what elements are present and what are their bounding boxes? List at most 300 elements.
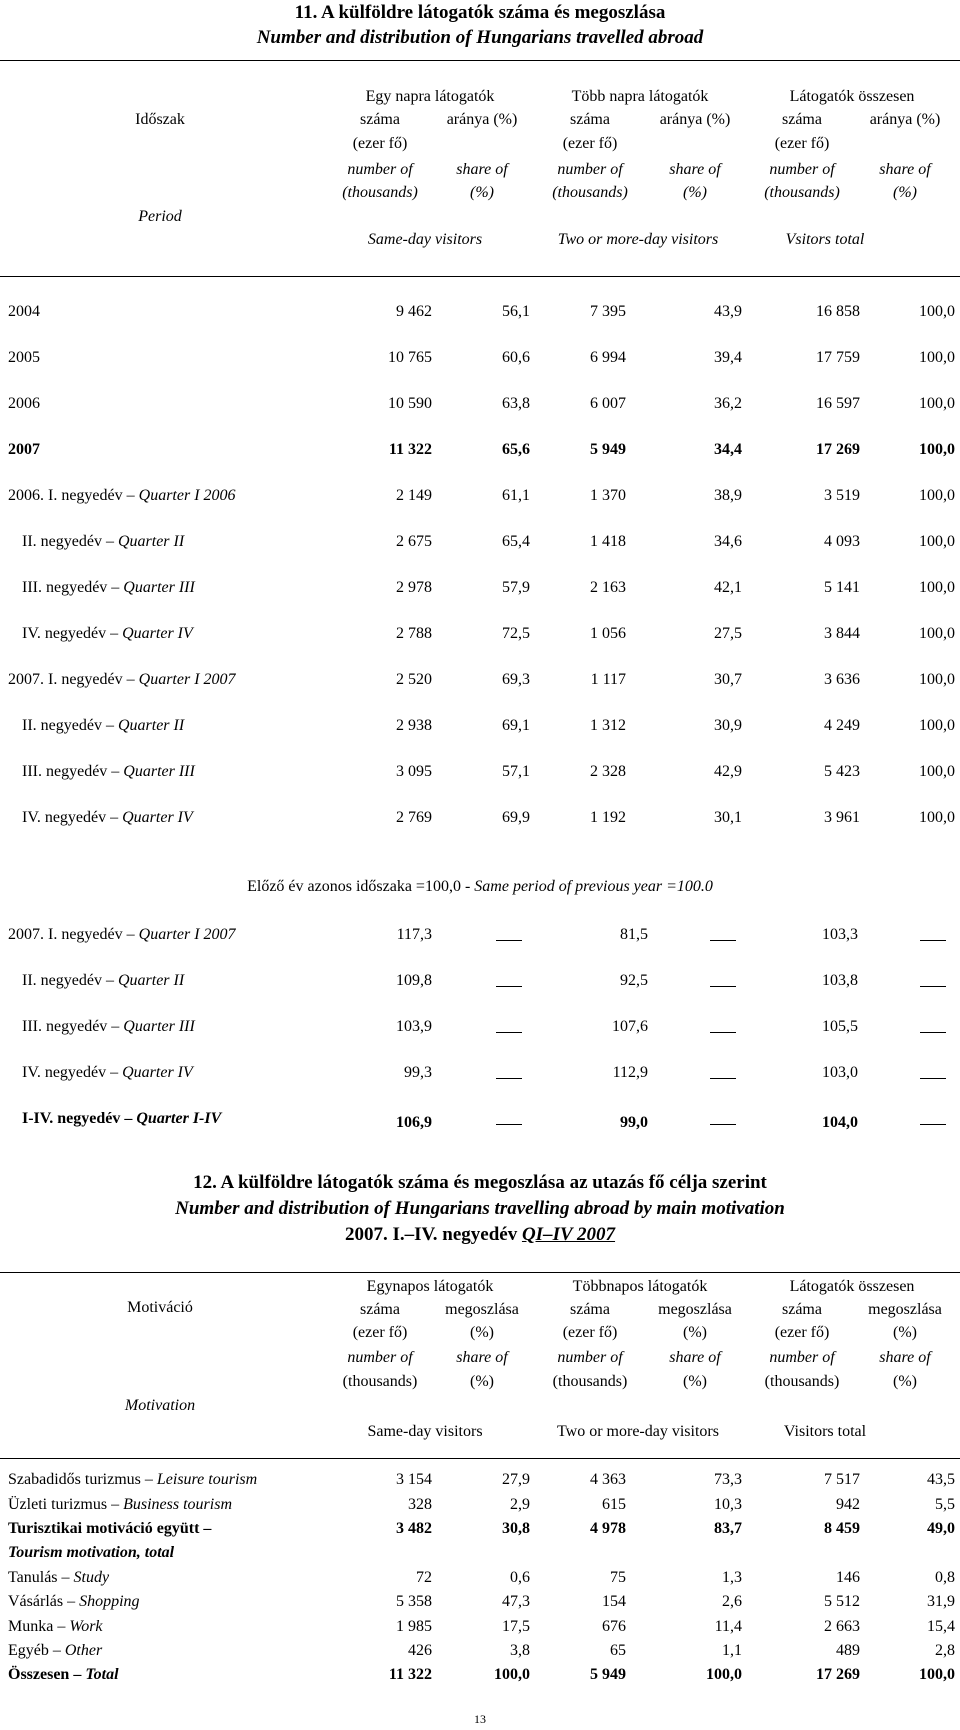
index-cell: 99,3 [404, 1064, 432, 1081]
motivation-label-hu: Összesen – [8, 1666, 86, 1683]
motivation-label-en: Shopping [79, 1593, 140, 1610]
table-cell: 61,1 [502, 487, 530, 504]
motivation-label-hu: Munka – [8, 1618, 70, 1635]
table-cell: 3,8 [510, 1642, 530, 1659]
table-cell: 34,4 [714, 441, 742, 458]
table-cell: 11,4 [714, 1618, 742, 1635]
label-dash: – [107, 763, 124, 780]
t12-col-share-hu: megoszlása [658, 1301, 732, 1318]
group-header-multi-day-en: Two or more-day visitors [557, 231, 719, 248]
row-label-hu: III. negyedév [22, 1018, 108, 1035]
table-cell: 146 [836, 1569, 860, 1586]
col-number-en: number of [347, 161, 413, 178]
motivation-label-en: Business tourism [123, 1496, 232, 1513]
table-cell: 4 363 [590, 1471, 626, 1488]
table-cell: 3 482 [396, 1520, 432, 1537]
t12-col-number-en: number of [769, 1349, 835, 1366]
index-cell: 81,5 [620, 926, 648, 943]
group-header-same-day-en: Same-day visitors [367, 231, 483, 248]
table12-header-rule [0, 1458, 960, 1459]
table-cell: 10 590 [388, 395, 432, 412]
row-label-hu: II. negyedév [22, 533, 102, 550]
table-cell: 942 [836, 1496, 860, 1513]
table-cell: 30,9 [714, 717, 742, 734]
table-cell: 2 520 [396, 671, 432, 688]
index-cell: 99,0 [620, 1114, 648, 1131]
previous-year-note [0, 877, 960, 897]
motivation-label-hu: Szabadidős turizmus – [8, 1471, 157, 1488]
table-cell: 42,1 [714, 579, 742, 596]
t12-col-number-hu: száma [570, 1301, 610, 1318]
row-label-hu: 2006 [8, 395, 40, 412]
table-cell: 72,5 [502, 625, 530, 642]
table-cell: 7 395 [590, 303, 626, 320]
col-share-unit-en: (%) [683, 184, 707, 201]
col-number-hu: száma [570, 111, 610, 128]
index-cell: 107,6 [612, 1018, 648, 1035]
t12-group-total-hu: Látogatók összesen [789, 1278, 915, 1295]
motivation-label-hu: Egyéb – [8, 1642, 65, 1659]
table-cell: 100,0 [919, 533, 955, 550]
table11-top-rule [0, 60, 960, 61]
row-label-hu: IV. negyedév [22, 809, 107, 826]
table-cell: 69,1 [502, 717, 530, 734]
motivation-label [8, 1641, 102, 1661]
table-cell: 489 [836, 1642, 860, 1659]
table-cell: 17,5 [502, 1618, 530, 1635]
row-label-en: Quarter III [123, 1018, 195, 1035]
t12-col-number-hu: száma [782, 1301, 822, 1318]
table-cell: 100,0 [919, 717, 955, 734]
t12-col-number-unit-en: (thousands) [552, 1373, 628, 1390]
previous-year-note-hu: Előző év azonos időszaka =100,0 - [247, 878, 475, 895]
row-label [8, 302, 40, 322]
group-header-multi-day-hu: Több napra látogatók [571, 88, 709, 105]
motivation-label [8, 1592, 140, 1612]
table-cell: 27,9 [502, 1471, 530, 1488]
table-cell: 1 056 [590, 625, 626, 642]
group-header-total-hu: Látogatók összesen [789, 88, 915, 105]
table-cell: 15,4 [927, 1618, 955, 1635]
table12-subtitle-hu: 2007. I.–IV. negyedév [344, 1224, 518, 1245]
t12-col-number-unit-en: (thousands) [342, 1373, 418, 1390]
table-cell: 47,3 [502, 1593, 530, 1610]
table-cell: 75 [610, 1569, 626, 1586]
t12-col-share-en: share of [669, 1349, 721, 1366]
not-applicable-dash [710, 1078, 736, 1079]
motivation-label [8, 1568, 109, 1588]
table-cell: 5 949 [590, 1666, 626, 1683]
t12-group-total-en: Visitors total [783, 1423, 867, 1440]
row-label [22, 971, 184, 991]
motivation-label-en: Other [64, 1642, 103, 1659]
row-label [8, 440, 40, 460]
label-dash: – [122, 487, 139, 504]
table-cell: 328 [408, 1496, 432, 1513]
table-cell: 10 765 [388, 349, 432, 366]
table-cell: 16 597 [816, 395, 860, 412]
table12-subtitle-en: QI–IV 2007 [521, 1224, 616, 1245]
group-header-same-day-hu: Egy napra látogatók [365, 88, 495, 105]
table-cell: 2 163 [590, 579, 626, 596]
table-cell: 100,0 [919, 349, 955, 366]
label-dash: – [101, 533, 118, 550]
table-cell: 6 007 [590, 395, 626, 412]
table-cell: 8 459 [824, 1520, 860, 1537]
motivation-label-en: Work [69, 1618, 103, 1635]
row-label-en: Quarter IV [122, 809, 193, 826]
table-cell: 1 985 [396, 1618, 432, 1635]
col-number-unit-en: (thousands) [552, 184, 628, 201]
col-number-en: number of [769, 161, 835, 178]
table-cell: 4 978 [590, 1520, 626, 1537]
motivation-label [8, 1495, 232, 1515]
table-cell: 17 269 [816, 1666, 860, 1683]
table12-top-rule [0, 1272, 960, 1273]
table-cell: 3 154 [396, 1471, 432, 1488]
motivation-label-hu: Turisztikai motiváció együtt – [8, 1520, 212, 1537]
label-dash: – [106, 809, 123, 826]
table-cell: 30,7 [714, 671, 742, 688]
row-label-en: Quarter II [117, 533, 185, 550]
row-label [8, 394, 40, 414]
t12-col-share-hu: megoszlása [868, 1301, 942, 1318]
table-cell: 2 788 [396, 625, 432, 642]
not-applicable-dash [710, 1032, 736, 1033]
table-cell: 43,9 [714, 303, 742, 320]
table-cell: 27,5 [714, 625, 742, 642]
table-cell: 3 636 [824, 671, 860, 688]
col-number-hu: száma [360, 111, 400, 128]
col-share-hu: aránya (%) [446, 111, 518, 128]
motivation-label [8, 1665, 119, 1685]
table-cell: 676 [602, 1618, 626, 1635]
table-cell: 1,1 [722, 1642, 742, 1659]
not-applicable-dash [920, 940, 946, 941]
table11-title-en: Number and distribution of Hungarians travelled abroad [256, 27, 704, 48]
not-applicable-dash [920, 1124, 946, 1125]
table-cell: 65,4 [502, 533, 530, 550]
table-cell: 65 [610, 1642, 626, 1659]
table-cell: 5 949 [590, 441, 626, 458]
index-cell: 109,8 [396, 972, 432, 989]
label-dash: – [122, 671, 139, 688]
col-share-en: share of [879, 161, 931, 178]
row-label-en: Quarter I 2007 [138, 926, 236, 943]
table-cell: 3 844 [824, 625, 860, 642]
not-applicable-dash [496, 1124, 522, 1125]
label-dash: – [106, 1064, 123, 1081]
not-applicable-dash [920, 1032, 946, 1033]
table-cell: 2,8 [935, 1642, 955, 1659]
motivation-label [8, 1519, 211, 1539]
row-label-en: Quarter II [117, 717, 185, 734]
table-cell: 69,9 [502, 809, 530, 826]
motivation-label [8, 1470, 257, 1490]
table-cell: 57,9 [502, 579, 530, 596]
table-cell: 2 978 [396, 579, 432, 596]
table-cell: 1 370 [590, 487, 626, 504]
col-number-unit-en: (thousands) [764, 184, 840, 201]
table-cell: 3 095 [396, 763, 432, 780]
row-label-hu: II. negyedév [22, 717, 102, 734]
not-applicable-dash [920, 1078, 946, 1079]
motivation-label-en: Tourism motivation, total [8, 1544, 175, 1561]
t12-col-share-unit-hu: (%) [470, 1324, 494, 1341]
table-cell: 100,0 [919, 579, 955, 596]
table-cell: 30,8 [502, 1520, 530, 1537]
table-cell: 5,5 [935, 1496, 955, 1513]
index-cell: 104,0 [822, 1114, 858, 1131]
row-label-hu: III. negyedév [22, 763, 108, 780]
table-cell: 2 663 [824, 1618, 860, 1635]
row-label-hu: 2005 [8, 349, 40, 366]
col-number-unit-hu: (ezer fő) [562, 135, 618, 152]
table-cell: 154 [602, 1593, 626, 1610]
t12-col-share-en: share of [879, 1349, 931, 1366]
table-cell: 56,1 [502, 303, 530, 320]
row-label-en: Quarter I 2007 [138, 671, 236, 688]
table-cell: 42,9 [714, 763, 742, 780]
table-cell: 100,0 [919, 625, 955, 642]
row-label-en: Quarter III [123, 763, 195, 780]
table-cell: 100,0 [919, 763, 955, 780]
row-label [8, 486, 236, 506]
table-cell: 2,9 [510, 1496, 530, 1513]
table-cell: 100,0 [919, 671, 955, 688]
t12-group-same-day-en: Same-day visitors [367, 1423, 483, 1440]
t12-col-number-unit-en: (thousands) [764, 1373, 840, 1390]
table11-header-rule [0, 276, 960, 277]
not-applicable-dash [496, 940, 522, 941]
not-applicable-dash [710, 1124, 736, 1125]
table12-title-hu: 12. A külföldre látogatók száma és megoszlása az utazás fő célja szerint [193, 1172, 767, 1193]
index-cell: 103,8 [822, 972, 858, 989]
t12-group-multi-day-hu: Többnapos látogatók [572, 1278, 708, 1295]
col-number-hu: száma [782, 111, 822, 128]
index-cell: 117,3 [396, 926, 432, 943]
table-cell: 100,0 [919, 809, 955, 826]
row-label-hu: IV. negyedév [22, 1064, 107, 1081]
not-applicable-dash [710, 986, 736, 987]
table-cell: 100,0 [706, 1666, 742, 1683]
table-cell: 3 961 [824, 809, 860, 826]
table-cell: 9 462 [396, 303, 432, 320]
col-share-en: share of [669, 161, 721, 178]
not-applicable-dash [710, 940, 736, 941]
row-label [22, 1017, 195, 1037]
table-cell: 2 149 [396, 487, 432, 504]
table-cell: 100,0 [919, 395, 955, 412]
label-dash: – [101, 717, 118, 734]
table-cell: 17 759 [816, 349, 860, 366]
col-share-unit-en: (%) [893, 184, 917, 201]
row-label-hu: II. negyedév [22, 972, 102, 989]
col-number-en: number of [557, 161, 623, 178]
table-cell: 10,3 [714, 1496, 742, 1513]
table-cell: 5 358 [396, 1593, 432, 1610]
motivation-label-en: Total [85, 1666, 119, 1683]
index-cell: 112,9 [612, 1064, 648, 1081]
t12-group-same-day-hu: Egynapos látogatók [366, 1278, 494, 1295]
table-cell: 1 192 [590, 809, 626, 826]
col-number-unit-hu: (ezer fő) [352, 135, 408, 152]
row-label [22, 1063, 193, 1083]
motivation-label-hu: Vásárlás – [8, 1593, 80, 1610]
table-cell: 426 [408, 1642, 432, 1659]
table-cell: 100,0 [494, 1666, 530, 1683]
table-cell: 2 769 [396, 809, 432, 826]
index-cell: 103,9 [396, 1018, 432, 1035]
index-cell: 103,0 [822, 1064, 858, 1081]
t12-group-multi-day-en: Two or more-day visitors [557, 1423, 719, 1440]
table-cell: 0,6 [510, 1569, 530, 1586]
t12-col-number-en: number of [347, 1349, 413, 1366]
table-cell: 34,6 [714, 533, 742, 550]
row-label [22, 716, 184, 736]
row-label [8, 670, 236, 690]
table-cell: 63,8 [502, 395, 530, 412]
not-applicable-dash [496, 1032, 522, 1033]
index-cell: 103,3 [822, 926, 858, 943]
previous-year-note-en: Same period of previous year =100.0 [474, 878, 713, 895]
table11-title-hu: 11. A külföldre látogatók száma és megoszlása [294, 2, 666, 23]
t12-col-share-unit-en: (%) [470, 1373, 494, 1390]
motivation-label-en: Study [73, 1569, 110, 1586]
row-label-en: Quarter I-IV [136, 1110, 222, 1127]
table-cell: 100,0 [919, 487, 955, 504]
table-cell: 83,7 [714, 1520, 742, 1537]
table-cell: 0,8 [935, 1569, 955, 1586]
t12-col-share-unit-en: (%) [683, 1373, 707, 1390]
motivation-label [8, 1617, 103, 1637]
t12-col-share-unit-hu: (%) [683, 1324, 707, 1341]
table-cell: 57,1 [502, 763, 530, 780]
col-share-hu: aránya (%) [659, 111, 731, 128]
not-applicable-dash [920, 986, 946, 987]
table-cell: 100,0 [919, 441, 955, 458]
label-dash: – [122, 926, 139, 943]
t12-col-share-unit-hu: (%) [893, 1324, 917, 1341]
row-label-hu: III. negyedév [22, 579, 108, 596]
col-number-unit-hu: (ezer fő) [774, 135, 830, 152]
table-cell: 49,0 [927, 1520, 955, 1537]
group-header-total-en: Vsitors total [785, 231, 865, 248]
index-cell: 105,5 [822, 1018, 858, 1035]
table-cell: 6 994 [590, 349, 626, 366]
row-label [22, 808, 193, 828]
label-dash: – [120, 1110, 137, 1127]
col-share-hu: aránya (%) [869, 111, 941, 128]
table-cell: 5 512 [824, 1593, 860, 1610]
t12-col-number-unit-hu: (ezer fő) [562, 1324, 618, 1341]
table-cell: 3 519 [824, 487, 860, 504]
table-cell: 615 [602, 1496, 626, 1513]
row-label-hu: IV. negyedév [22, 625, 107, 642]
table-cell: 43,5 [927, 1471, 955, 1488]
table-cell: 60,6 [502, 349, 530, 366]
table-cell: 31,9 [927, 1593, 955, 1610]
label-dash: – [101, 972, 118, 989]
index-cell: 92,5 [620, 972, 648, 989]
row-label-hu: 2007 [8, 441, 40, 458]
period-header-en: Period [138, 208, 182, 225]
t12-col-number-hu: száma [360, 1301, 400, 1318]
table-cell: 5 141 [824, 579, 860, 596]
table-cell: 1 117 [590, 671, 626, 688]
row-label-hu: 2004 [8, 303, 40, 320]
col-share-unit-en: (%) [470, 184, 494, 201]
t12-col-share-hu: megoszlása [445, 1301, 519, 1318]
row-label-en: Quarter IV [122, 625, 193, 642]
page-number: 13 [474, 1712, 486, 1726]
row-label [8, 348, 40, 368]
table-cell: 73,3 [714, 1471, 742, 1488]
table-cell: 38,9 [714, 487, 742, 504]
table-cell: 7 517 [824, 1471, 860, 1488]
table-cell: 2,6 [722, 1593, 742, 1610]
label-dash: – [107, 579, 124, 596]
row-label [22, 578, 195, 598]
row-label-en: Quarter I 2006 [138, 487, 236, 504]
motivation-header-en: Motivation [124, 1397, 196, 1414]
table-cell: 4 093 [824, 533, 860, 550]
table-cell: 11 322 [388, 441, 432, 458]
table-cell: 4 249 [824, 717, 860, 734]
motivation-label-hu: Üzleti turizmus – [8, 1496, 124, 1513]
motivation-label-hu: Tanulás – [8, 1569, 74, 1586]
table-cell: 1 418 [590, 533, 626, 550]
table-cell: 16 858 [816, 303, 860, 320]
label-dash: – [107, 1018, 124, 1035]
row-label [22, 532, 184, 552]
motivation-header-hu: Motiváció [127, 1299, 193, 1316]
table-cell: 100,0 [919, 1666, 955, 1683]
table-cell: 100,0 [919, 303, 955, 320]
table-cell: 72 [416, 1569, 432, 1586]
row-label-en: Quarter III [123, 579, 195, 596]
t12-col-share-unit-en: (%) [893, 1373, 917, 1390]
table-cell: 1,3 [722, 1569, 742, 1586]
row-label-hu: 2006. I. negyedév [8, 487, 123, 504]
table-cell: 11 322 [388, 1666, 432, 1683]
t12-col-share-en: share of [456, 1349, 508, 1366]
label-dash: – [106, 625, 123, 642]
t12-col-number-unit-hu: (ezer fő) [352, 1324, 408, 1341]
t12-col-number-en: number of [557, 1349, 623, 1366]
row-label-en: Quarter IV [122, 1064, 193, 1081]
not-applicable-dash [496, 1078, 522, 1079]
motivation-label-en: Leisure tourism [156, 1471, 258, 1488]
not-applicable-dash [496, 986, 522, 987]
row-label [8, 925, 236, 945]
index-cell: 106,9 [396, 1114, 432, 1131]
table-cell: 2 938 [396, 717, 432, 734]
table-cell: 1 312 [590, 717, 626, 734]
table-cell: 30,1 [714, 809, 742, 826]
row-label-hu: I-IV. negyedév [22, 1110, 121, 1127]
period-header-hu: Időszak [135, 111, 185, 128]
table12-subtitle [0, 1224, 960, 1246]
table-cell: 5 423 [824, 763, 860, 780]
table-cell: 69,3 [502, 671, 530, 688]
row-label-hu: 2007. I. negyedév [8, 926, 123, 943]
table-cell: 65,6 [502, 441, 530, 458]
col-share-en: share of [456, 161, 508, 178]
row-label-en: Quarter II [117, 972, 185, 989]
table-cell: 2 675 [396, 533, 432, 550]
col-number-unit-en: (thousands) [342, 184, 418, 201]
